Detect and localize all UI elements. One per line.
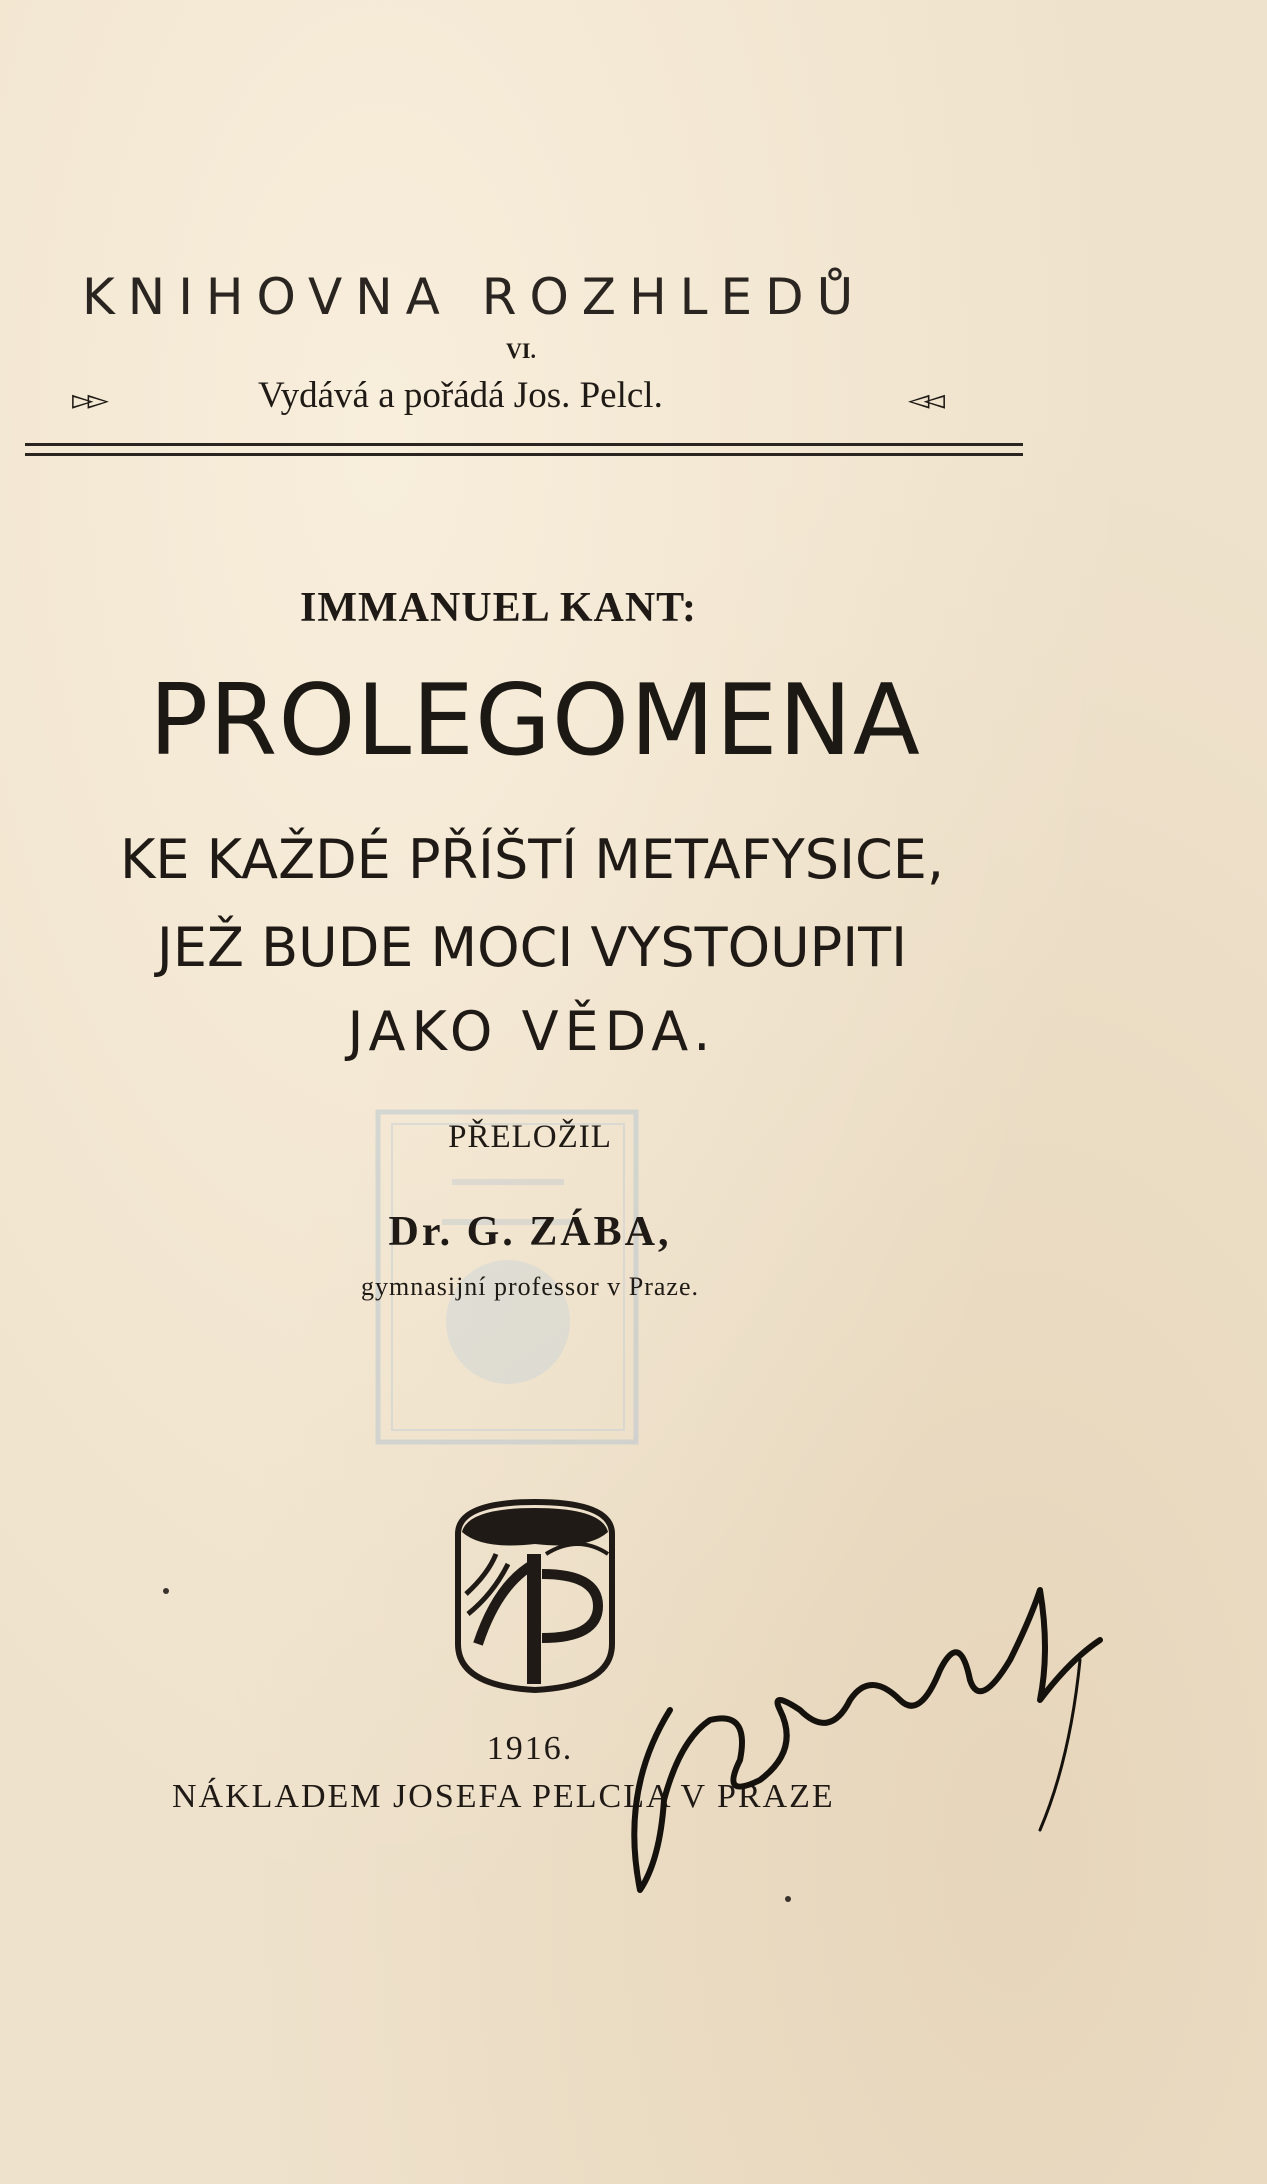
series-editor: Vydává a pořádá Jos. Pelcl. bbox=[258, 375, 663, 416]
author-name: IMMANUEL KANT: bbox=[300, 585, 698, 631]
publication-year: 1916. bbox=[486, 1730, 574, 1767]
subtitle-line-2: JEŽ BUDE MOCI VYSTOUPITI bbox=[156, 916, 908, 979]
paper-speck bbox=[163, 1588, 169, 1594]
double-rule-top bbox=[25, 443, 1023, 446]
subtitle-line-3: JAKO VĚDA. bbox=[347, 1000, 717, 1063]
handwritten-signature bbox=[600, 1560, 1120, 1920]
series-title: KNIHOVNA ROZHLEDŮ bbox=[82, 268, 867, 326]
translator-affiliation: gymnasijní professor v Praze. bbox=[360, 1272, 700, 1301]
ornament-arrows-right: ◅◅ bbox=[908, 385, 940, 416]
ornament-arrows-left: ▻▻ bbox=[72, 385, 104, 416]
translator-name: Dr. G. ZÁBA, bbox=[388, 1209, 672, 1255]
volume-number: VI. bbox=[506, 338, 536, 363]
book-title: PROLEGOMENA bbox=[149, 664, 921, 778]
translated-by-label: PŘELOŽIL bbox=[448, 1119, 612, 1155]
publisher-imprint: NÁKLADEM JOSEFA PELCLA V PRAZE bbox=[172, 1778, 835, 1815]
double-rule-bottom bbox=[25, 453, 1023, 456]
subtitle-line-1: KE KAŽDÉ PŘÍŠTÍ METAFYSICE, bbox=[119, 828, 944, 891]
paper-speck bbox=[785, 1896, 791, 1902]
